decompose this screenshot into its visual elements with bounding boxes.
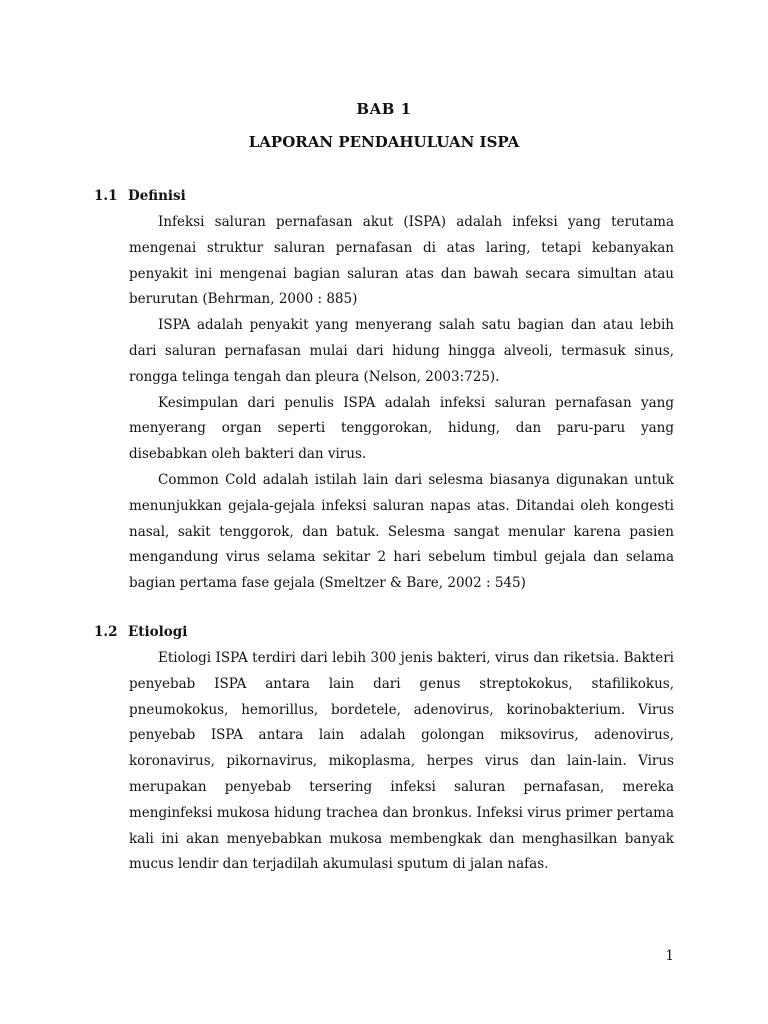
chapter-label: BAB 1 xyxy=(356,100,412,118)
section-number: 1.1 xyxy=(94,188,118,204)
section-number: 1.2 xyxy=(94,624,118,640)
section-heading-etiologi xyxy=(94,624,187,640)
paragraph: Etiologi ISPA terdiri dari lebih 300 jenis bakteri, virus dan riketsia. Bakteri penyebab ISPA antara lain dari genus streptokokus, stafilikokus, pneumokokus, hemorillus, bordetele, adenovirus, korinobakterium. Virus penyebab ISPA antara lain adalah golongan miksovirus, adenovirus, koronavirus, pikornavirus, mikoplasma, herpes virus dan lain-lain. Virus merupakan penyebab tersering infeksi saluran pernafasan, mereka menginfeksi mukosa hidung trachea dan bronkus. Infeksi virus primer pertama kali ini akan menyebabkan mukosa membengkak dan menghasilkan banyak mucus lendir dan terjadilah akumulasi sputum di jalan nafas. xyxy=(129,650,674,873)
section-heading-definisi xyxy=(94,188,186,204)
paragraph: Kesimpulan dari penulis ISPA adalah infeksi saluran pernafasan yang menyerang organ seperti tenggorokan, hidung, dan paru-paru yang disebabkan oleh bakteri dan virus. xyxy=(129,394,674,463)
section-title: Definisi xyxy=(128,188,186,204)
paragraph: Infeksi saluran pernafasan akut (ISPA) adalah infeksi yang terutama mengenai struktur saluran pernafasan di atas laring, tetapi kebanyakan penyakit ini mengenai bagian saluran atas dan bawah secara simultan atau berurutan (Behrman, 2000 : 885) xyxy=(129,214,674,308)
section-body-definisi xyxy=(129,210,674,597)
section-body-etiologi xyxy=(129,646,674,878)
page-number: 1 xyxy=(665,948,674,964)
paragraph: Common Cold adalah istilah lain dari selesma biasanya digunakan untuk menunjukkan gejala-gejala infeksi saluran napas atas. Ditandai oleh kongesti nasal, sakit tenggorok, dan batuk. Selesma sangat menular karena pasien mengandung virus selama sekitar 2 hari sebelum timbul gejala dan selama bagian pertama fase gejala (Smeltzer & Bare, 2002 : 545) xyxy=(129,471,674,592)
section-title: Etiologi xyxy=(128,624,188,640)
chapter-title: LAPORAN PENDAHULUAN ISPA xyxy=(248,133,520,151)
paragraph: ISPA adalah penyakit yang menyerang salah satu bagian dan atau lebih dari saluran pernafasan mulai dari hidung hingga alveoli, termasuk sinus, rongga telinga tengah dan pleura (Nelson, 2003:725). xyxy=(129,317,674,385)
